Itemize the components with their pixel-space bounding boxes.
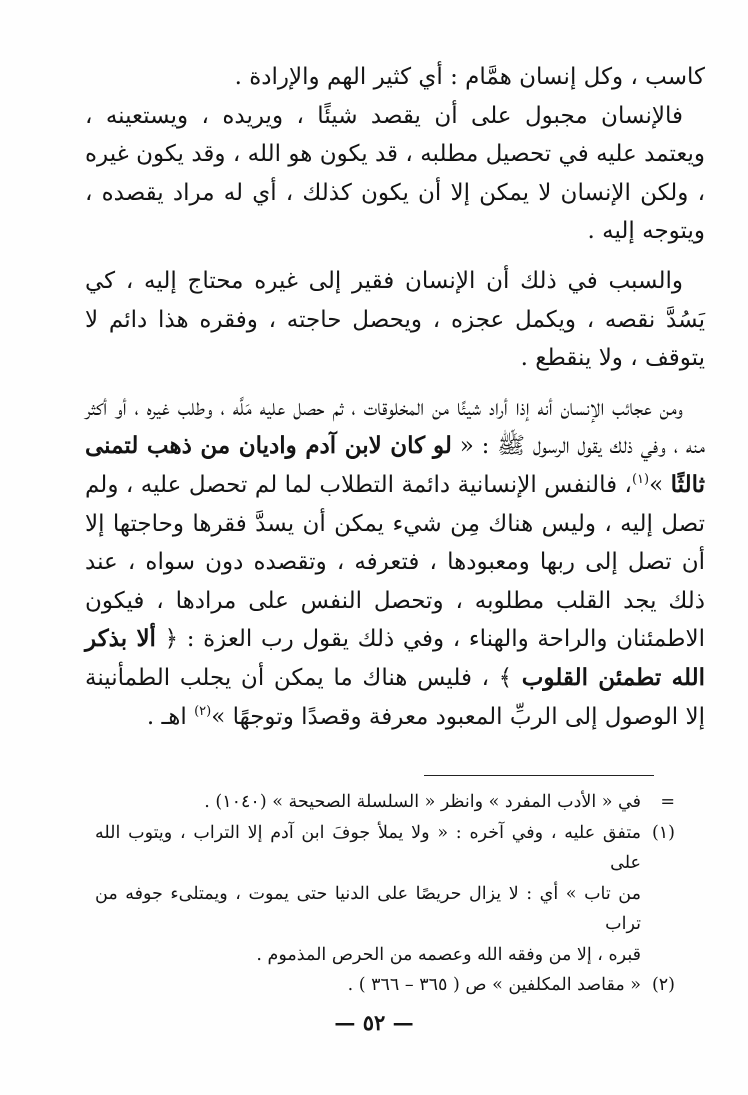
- text-line: كاسب ، وكل إنسان همَّام : أي كثير الهم والإرادة .: [234, 64, 705, 90]
- footnote-2: [95, 970, 675, 1001]
- footnote-mark: (١): [651, 822, 675, 843]
- quote-close: »: [649, 471, 671, 498]
- text-line: فالإنسان مجبول على أن يقصد شيئًا ، ويريده ، ويستعينه ، ويعتمد: [85, 102, 705, 168]
- paragraph-4: [85, 389, 705, 736]
- paragraph-2: [85, 97, 705, 251]
- text-line: عليه في تحصيل مطلبه ، قد يكون هو الله ، وقد يكون غيره ، ولكن: [85, 141, 706, 206]
- footnote-line: متفق عليه ، وفي آخره : « ولا يملأ جوفَ ابن آدم إلا التراب ، ويتوب الله على: [95, 822, 641, 873]
- footnote-ref-1: (١): [631, 471, 650, 487]
- paragraph-3: [85, 262, 705, 378]
- text-line: ومن عجائب الإنسان أنه إذا أراد شيئًا من المخلوقات ، ثم حصل عليه: [259, 394, 683, 421]
- footnote-line: قبره ، إلا من وفقه الله وعصمه من الحرص المذموم .: [256, 944, 641, 965]
- footnote-line: « مقاصد المكلفين » ص ( ٣٦٥ – ٣٦٦ ) .: [347, 975, 641, 995]
- quran-verse: ألا بذكر الله تطمئن القلوب: [85, 625, 706, 691]
- page-number: — ٥٢ —: [334, 1010, 414, 1035]
- footnote-continuation: [95, 787, 675, 818]
- hadith-quote: كان لابن آدم واديان من ذهب لتمنى ثالثًا: [85, 432, 705, 498]
- text-line: أن يسدَّ فقرها وحاجتها إلا أن تصل إلى ربها ومعبودها ، فتعرفه ،: [85, 510, 705, 576]
- text-line: إليه .: [587, 218, 635, 245]
- footnote-1: [95, 818, 675, 971]
- text-line: مَلَّه ، وطلب غيره ، أو أكثر منه ، وفي ذلك يقول الرسول ﷺ : «: [85, 394, 705, 460]
- footnote-line: من تاب » أي : لا يزال حريصًا على الدنيا حتى يموت ، ويمتلىء جوفه من تراب: [95, 883, 641, 934]
- text-line: الطمأنينة إلا الوصول إلى الربِّ المعبود معرفة وقصدًا وتوجهًا »: [85, 664, 705, 730]
- footnote-separator: [424, 775, 654, 776]
- text-line: نقصه ، ويكمل عجزه ، ويحصل حاجته ، وفقره هذا دائم لا يتوقف ،: [85, 306, 705, 372]
- paragraph-1: [85, 58, 705, 97]
- text-line: وتقصده دون سواه ، عند ذلك يجد القلب مطلوبه ، وتحصل النفس على: [85, 549, 706, 614]
- text-line: ولا ينقطع .: [520, 345, 623, 372]
- text-line: مرادها ، فيكون الاطمئنان والراحة والهناء ، وفي ذلك يقول رب العزة :: [85, 587, 705, 653]
- text-line: اهـ .: [146, 703, 195, 730]
- footnote-mark: =: [660, 792, 675, 812]
- footnote-line: في « الأدب المفرد » وانظر « السلسلة الصحيحة » (١٠٤٠) .: [204, 792, 641, 812]
- text-line: والسبب في ذلك أن الإنسان فقير إلى غيره محتاج إليه ، كي يَسُدَّ: [85, 267, 706, 333]
- footnote-ref-2: (٢): [194, 703, 212, 719]
- footnotes: [95, 787, 675, 1001]
- hadith-quote-start: لو: [432, 432, 452, 460]
- text-line: الإنسان لا يمكن إلا أن يكون كذلك ، أي له مراد يقصده ، ويتوجه: [85, 179, 705, 245]
- text-line: ، فالنفس الإنسانية دائمة: [401, 471, 632, 498]
- main-text: [85, 58, 705, 736]
- footnote-mark: (٢): [651, 975, 675, 995]
- verse-open: ﴿: [155, 626, 179, 653]
- text-line: ﴾ ، فليس هناك ما يمكن أن يجلب: [179, 664, 522, 691]
- text-line: التطلاب لما لم تحصل عليه ، ولم تصل إليه ، وليس هناك مِن شيء يمكن: [85, 471, 705, 537]
